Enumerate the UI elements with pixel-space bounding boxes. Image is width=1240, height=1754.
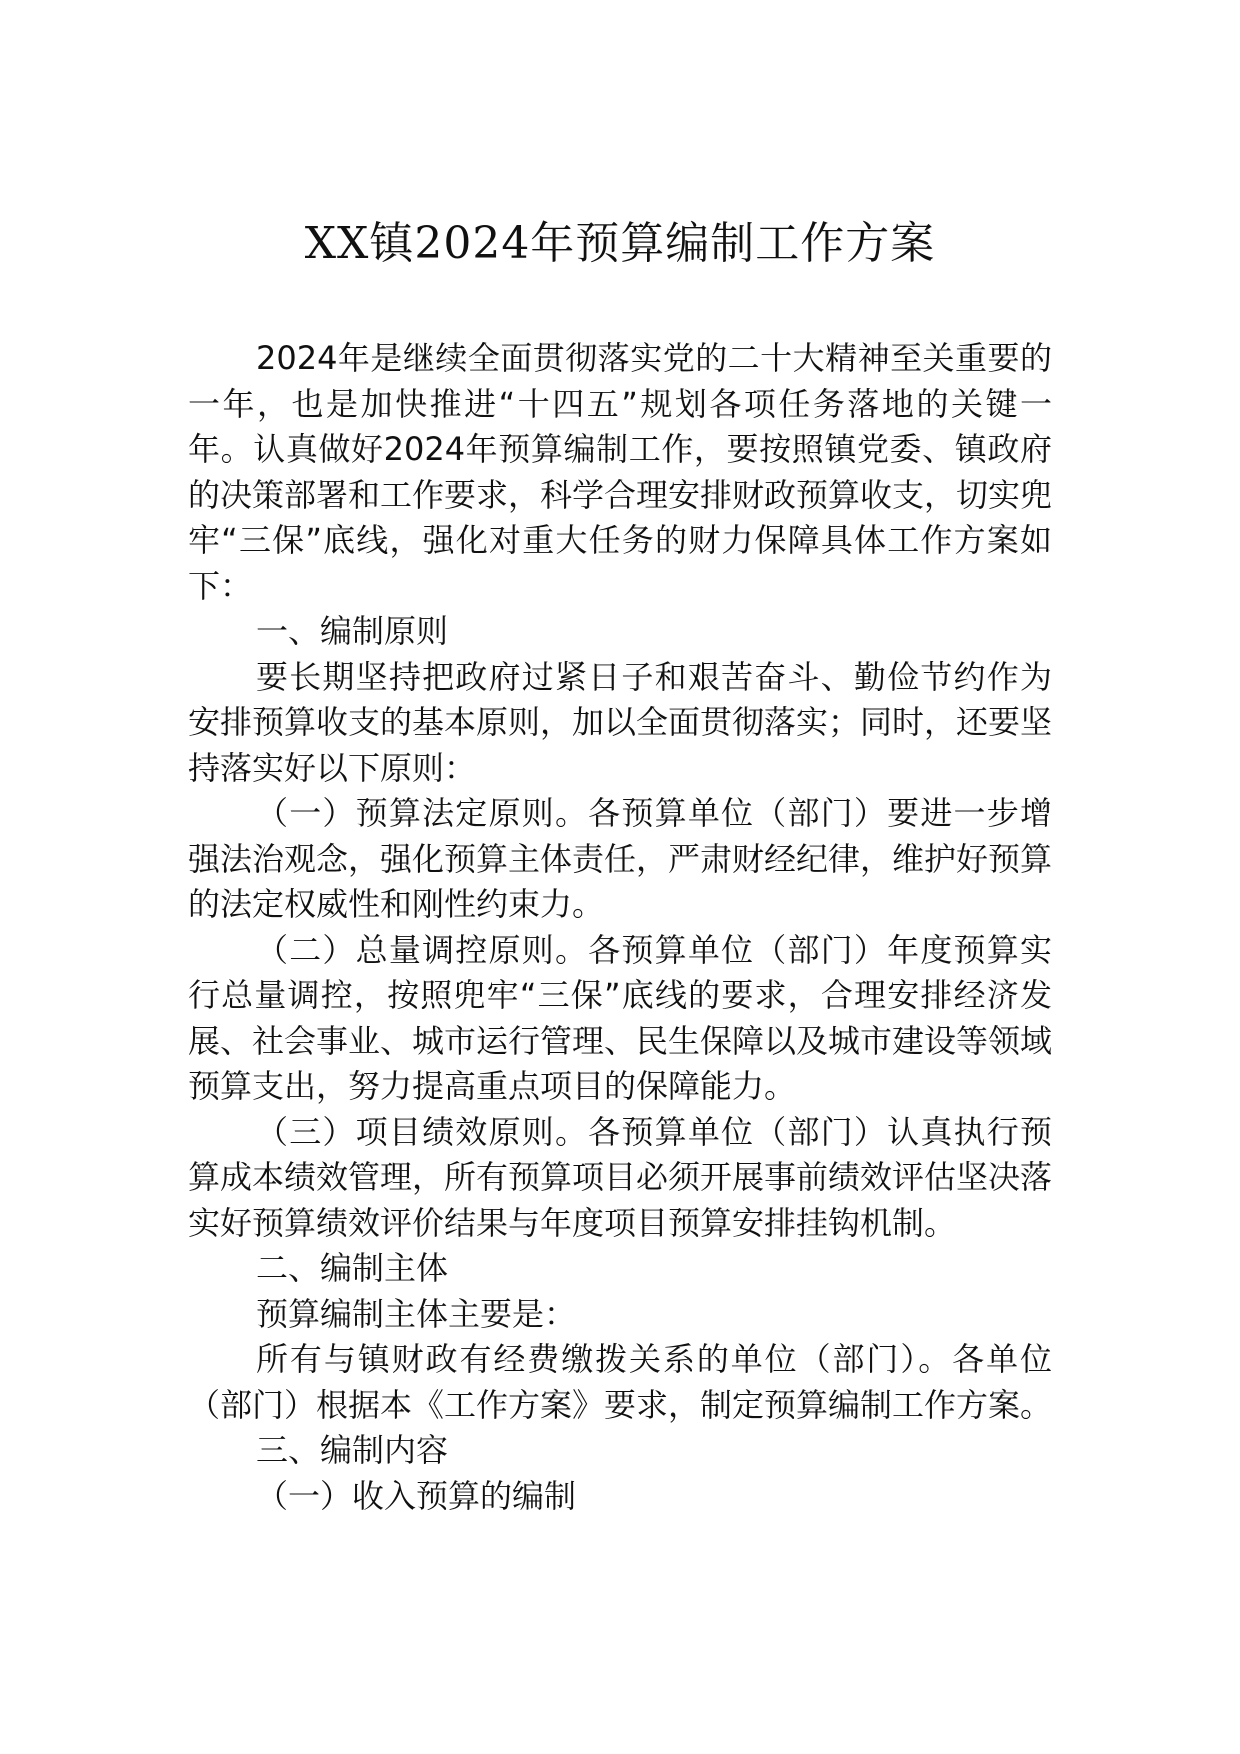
principles-paragraph-legal: （一）预算法定原则。各预算单位（部门）要进一步增强法治观念，强化预算主体责任，严肃财经纪律，维护好预算的法定权威性和刚性约束力。 [188,794,1053,923]
document-title: XX镇2024年预算编制工作方案 [304,218,936,269]
section-heading-subjects: 二、编制主体 [256,1249,449,1287]
principles-paragraph-performance: （三）项目绩效原则。各预算单位（部门）认真执行预算成本绩效管理，所有预算项目必须开展事前绩效评估坚决落实好预算绩效评价结果与年度项目预算安排挂钩机制。 [188,1112,1053,1242]
principles-paragraph-total-control: （二）总量调控原则。各预算单位（部门）年度预算实行总量调控，按照兜牢“三保”底线的要求，合理安排经济发展、社会事业、城市运行管理、民生保障以及城市建设等领域预算支出，努力提高重点项目的保障能力。 [188,930,1053,1105]
principles-paragraph-general: 要长期坚持把政府过紧日子和艰苦奋斗、勤俭节约作为安排预算收支的基本原则，加以全面贯彻落实；同时，还要坚持落实好以下原则： [188,657,1053,787]
section-heading-contents: 三、编制内容 [256,1431,449,1469]
section-heading-principles: 一、编制原则 [256,612,449,650]
subjects-paragraph-intro: 预算编制主体主要是： [256,1294,577,1333]
contents-subheading-revenue: （一）收入预算的编制 [256,1476,577,1515]
intro-paragraph: 2024年是继续全面贯彻落实党的二十大精神至关重要的一年，也是加快推进“十四五”规划各项任务落地的关键一年。认真做好2024年预算编制工作，要按照镇党委、镇政府的决策部署和工作要求，科学合理安排财政预算收支，切实兜牢“三保”底线，强化对重大任务的财力保障具体工作方案如下： [188,339,1053,605]
subjects-paragraph-units: 所有与镇财政有经费缴拨关系的单位（部门）。各单位（部门）根据本《工作方案》要求，制定预算编制工作方案。 [188,1340,1053,1424]
document-body [188,336,1052,1519]
